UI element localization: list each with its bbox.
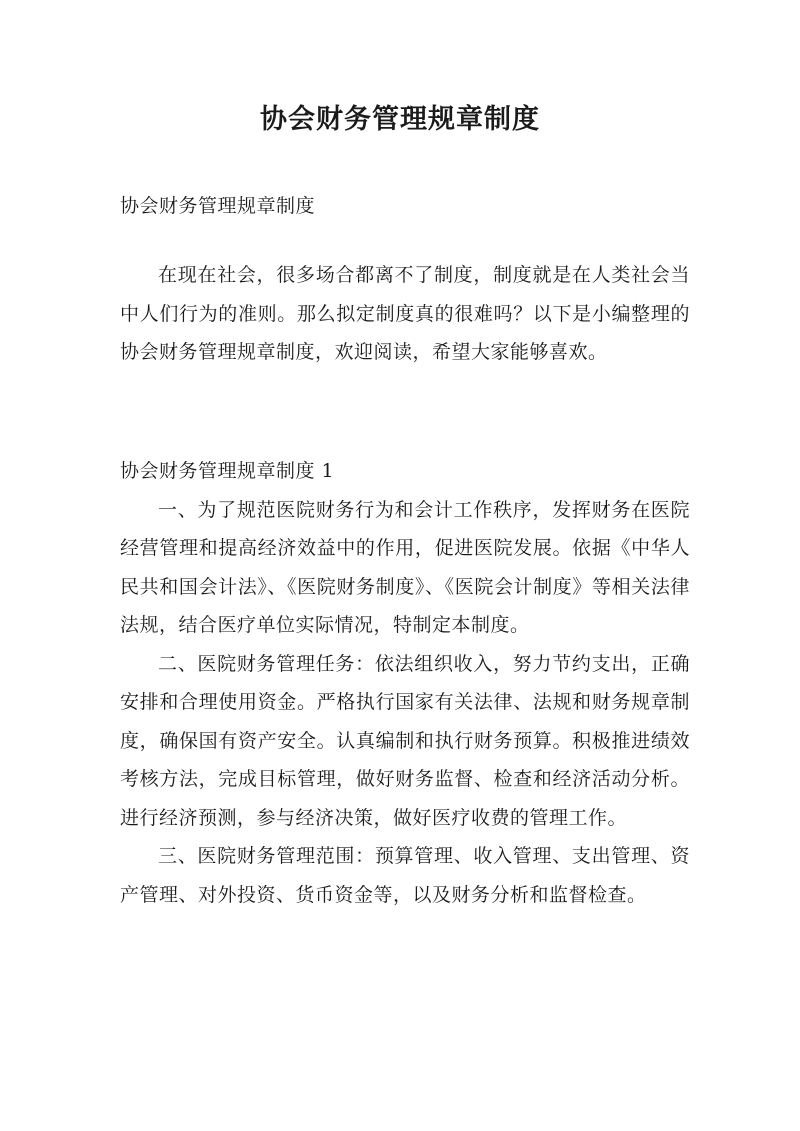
intro-paragraph: 在现在社会，很多场合都离不了制度，制度就是在人类社会当中人们行为的准则。那么拟定制度真的很难吗？以下是小编整理的协会财务管理规章制度，欢迎阅读，希望大家能够喜欢。 bbox=[120, 264, 690, 363]
intro-block bbox=[120, 256, 690, 372]
section-1 bbox=[120, 452, 690, 914]
subtitle-text: 协会财务管理规章制度 bbox=[120, 195, 316, 217]
section-heading: 协会财务管理规章制度 1 bbox=[120, 460, 335, 482]
section-paragraph-1: 一、为了规范医院财务行为和会计工作秩序，发挥财务在医院经营管理和提高经济效益中的作用，促进医院发展。依据《中华人民共和国会计法》、《医院财务制度》、《医院会计制度》等相关法律法规，结合医疗单位实际情况，特制定本制度。 bbox=[120, 498, 690, 636]
document-subtitle bbox=[120, 187, 690, 226]
document-title: 协会财务管理规章制度 bbox=[260, 104, 540, 135]
section-paragraph-3: 三、医院财务管理范围：预算管理、收入管理、支出管理、资产管理、对外投资、货币资金等，以及财务分析和监督检查。 bbox=[120, 845, 690, 906]
section-paragraph-2: 二、医院财务管理任务：依法组织收入，努力节约支出，正确安排和合理使用资金。严格执行国家有关法律、法规和财务规章制度，确保国有资产安全。认真编制和执行财务预算。积极推进绩效考核方法，完成目标管理，做好财务监督、检查和经济活动分析。进行经济预测，参与经济决策，做好医疗收费的管理工作。 bbox=[120, 652, 690, 829]
